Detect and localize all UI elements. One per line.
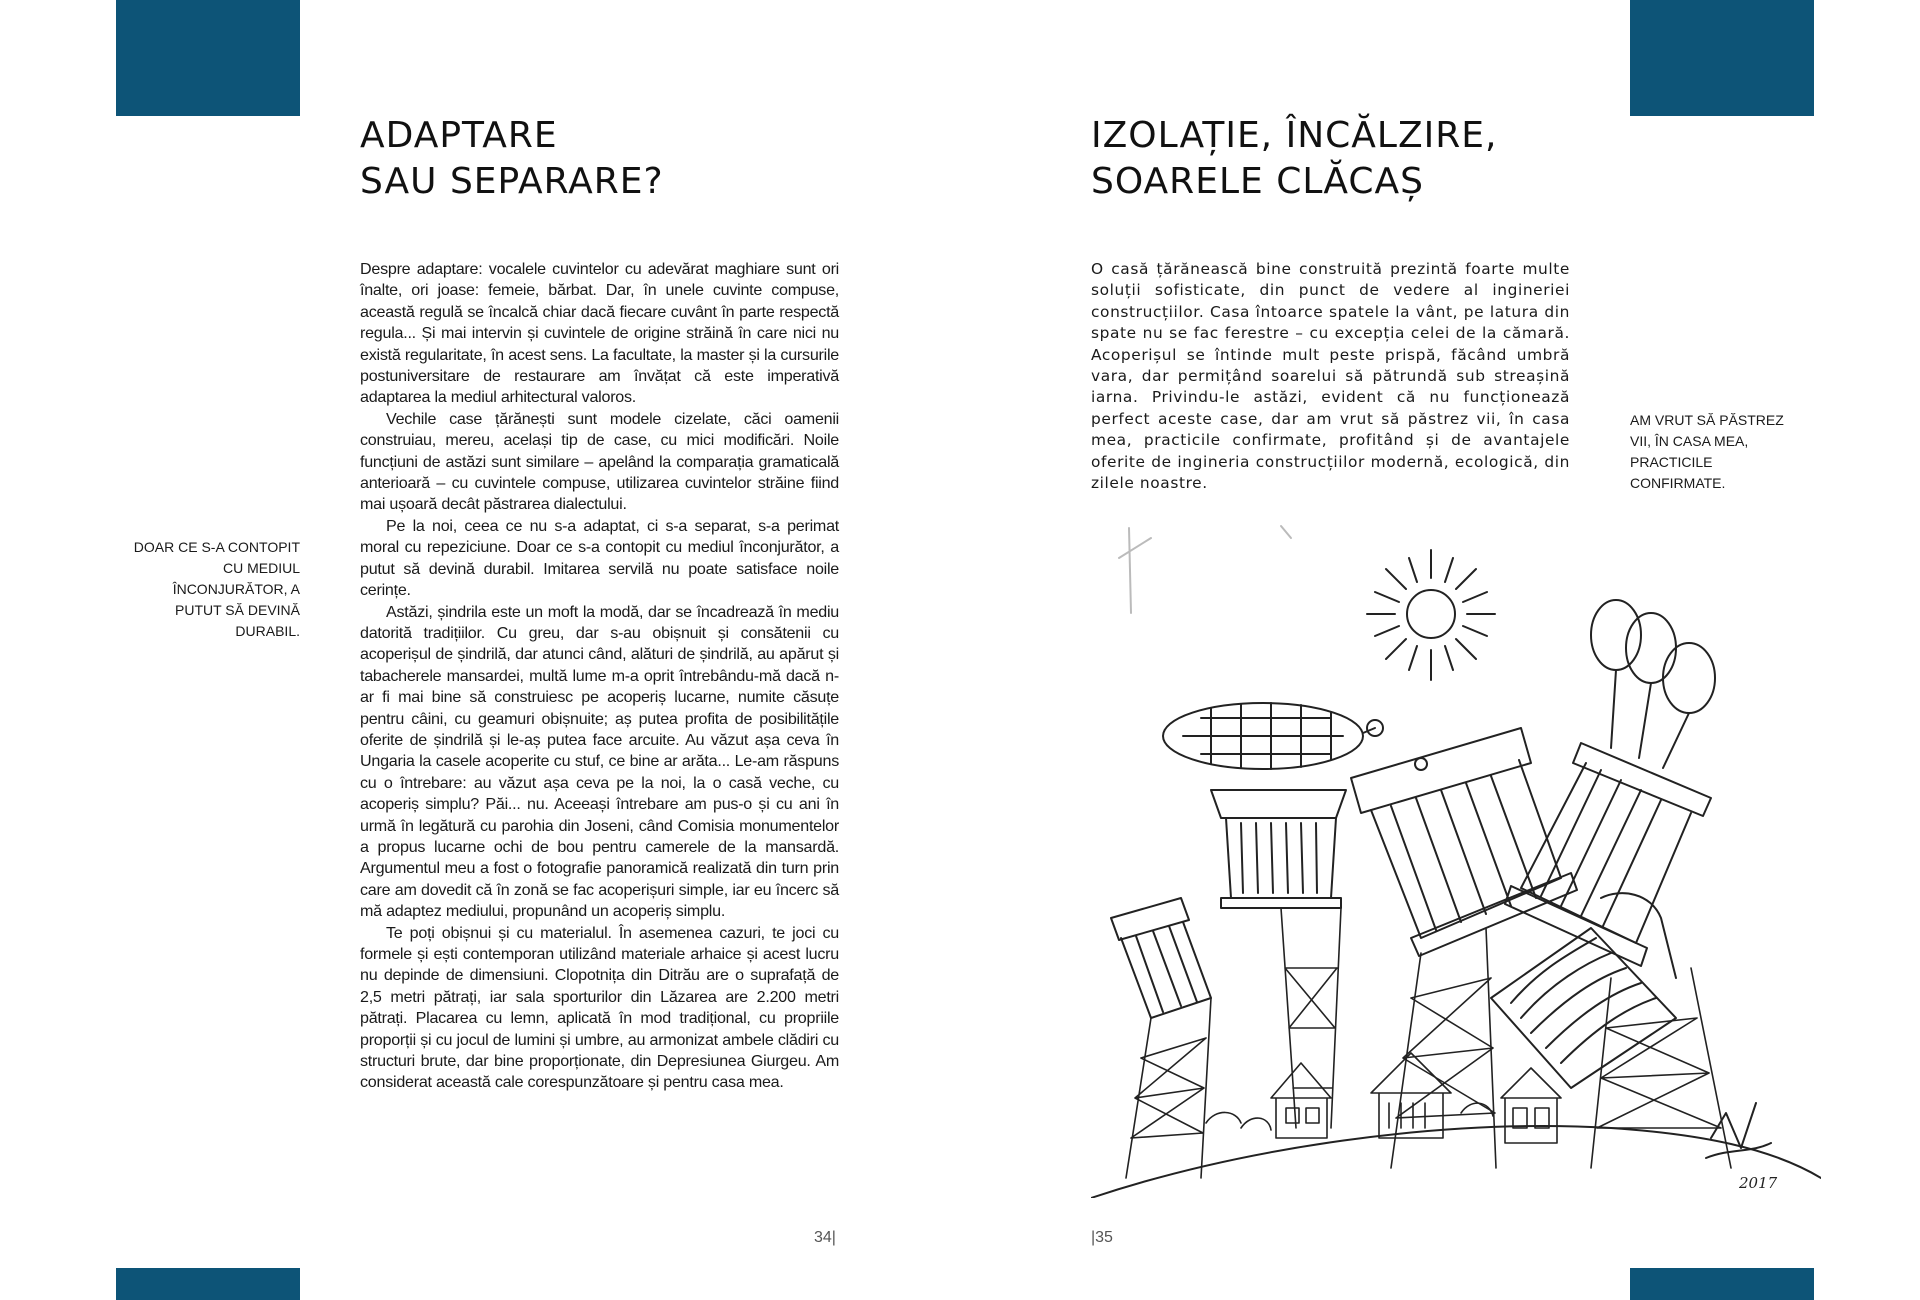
- right-page-title: [1091, 113, 1497, 205]
- zeppelin-sketch: [1163, 703, 1383, 769]
- left-title-line-1: ADAPTARE: [360, 115, 558, 156]
- top-right-color-band: [1630, 0, 1814, 116]
- left-pull-quote: DOAR CE S-A CONTOPIT CU MEDIUL ÎNCONJURĂTOR, A PUTUT SĂ DEVINĂ DURABIL.: [133, 539, 300, 639]
- left-paragraph-4: Astăzi, șindrila este un moft la modă, dar se încadrează în mediu datorită tradițiilor. Cu greu, dar s-au obișnuit și consătenii cu acoperișul de șindrilă, dar atunci când, alături de șindrilă, au apărut și tabacherele mansardei, multă lume m-a oprit întrebându-mă dacă n-ar fi mai bine să construiesc pe acoperiș lucarne, numite căsuțe pentru câini, cu geamuri obișnuite; aș putea profita de posibilitățile oferite de șindrilă și le-aș putea face arcuite. Au văzut așa ceva în Ungaria la casele acoperite cu stuf, ce bine ar arăta... Le-am răspuns cu o întrebare: au văzut așa ceva pe la noi, la o casă veche, cu acoperiș simplu? Păi... nu. Aceeași întrebare am pus-o și cu ani în urmă în legătură cu parohia din Joseni, când Comisia monumentelor a propus lucarne ochi de bou pentru camerele de la mansardă. Argumentul meu a fost o fotografie panoramică realizată din turn prin care am dovedit că în zonă se fac acoperișuri simple, iar eu încerc să mă adaptez mediului, propunând un acoperiș simplu.: [360, 602, 839, 921]
- left-paragraph-3: Pe la noi, ceea ce nu s-a adaptat, ci s-a separat, s-a perimat moral cu repeziciune. Doar ce s-a contopit cu mediul înconjurător, a putut să devină durabil. Imitarea servilă nu poate satisface noile cerințe.: [360, 516, 839, 600]
- left-body-text: [360, 259, 839, 1094]
- left-paragraph-5: Te poți obișnui și cu materialul. În asemenea cazuri, te joci cu formele și ești contemporan utilizând materiale arhaice și acest lucru nu depinde de dimensiuni. Clopotnița din Ditrău are o suprafață de 2,5 metri pătrați, iar sala sporturilor din Lăzarea are 2.200 metri pătrați. Placarea cu lemn, aplicată în mod tradițional, cu propriile proporții și cu jocul de lumini și umbre, au armonizat ambele clădiri cu structuri brute, dar bine proporționate, din Depresiunea Giurgeu. Am considerat această cale corespunzătoare și pentru casa mea.: [360, 923, 839, 1092]
- column-capital-3: [1505, 743, 1711, 966]
- right-pull-quote: AM VRUT SĂ PĂSTREZ VII, ÎN CASA MEA, PRACTICILE CONFIRMATE.: [1630, 412, 1784, 491]
- column-capital-1: [1211, 790, 1346, 908]
- balloons-sketch: [1591, 600, 1715, 768]
- left-paragraph-1: Despre adaptare: vocalele cuvintelor cu adevărat maghiare sunt ori înalte, ori joase: femeie, bărbat. Dar, în unele cuvinte compuse, această regulă se încalcă chiar dacă fiecare cuvânt în parte respectă regula... Și mai intervin și cuvintele de origine străină în care nici nu există regularitate, în acest sens. La facultate, la master și la cursurile postuniversitare de restaurare am învățat că este imperativă adaptarea la mediul arhitectural valoros.: [360, 260, 839, 407]
- village-houses-sketch: [1206, 1053, 1561, 1143]
- bottom-left-color-band: [116, 1268, 300, 1300]
- left-title-line-2: SAU SEPARARE?: [360, 161, 664, 202]
- right-body-text: [1091, 259, 1570, 494]
- bottom-right-color-band: [1630, 1268, 1814, 1300]
- right-paragraph-1: O casă țărănească bine construită prezintă foarte multe soluții sofisticate, din punct de vedere al ingineriei construcțiilor. Casa întoarce spatele la vânt, pe latura din spate nu se fac ferestre – cu excepția celei de la cămară. Acoperișul se întinde mult peste prispă, făcând umbră vara, dar permițând soarelui să pătrundă sub streașină iarna. Privindu-le astăzi, evident că nu funcționează perfect aceste case, dar am vrut să păstrez vii, în casa mea, practicile confirmate, profitând și de avantajele oferite de ingineria construcțiilor modernă, ecologică, din zilele noastre.: [1091, 260, 1570, 493]
- left-page-number: 34|: [814, 1229, 836, 1246]
- column-capital-5: [1491, 893, 1676, 1088]
- column-capital-4: [1111, 898, 1211, 1018]
- right-title-line-2: SOARELE CLĂCAȘ: [1091, 161, 1424, 202]
- drawing-year: 2017: [1739, 1174, 1778, 1192]
- sun-sketch: [1367, 550, 1495, 680]
- right-title-line-1: IZOLAȚIE, ÎNCĂLZIRE,: [1091, 115, 1498, 156]
- pen-sketch-illustration: [1091, 498, 1821, 1198]
- left-paragraph-2: Vechile case țărănești sunt modele cizelate, căci oamenii construiau, mereu, același tip de case, cu mici modificări. Noile funcțiuni de astăzi sunt similare – apelând la comparația gramaticală anterioară – cu cuvintele compuse, utilizarea cuvintelor străine fiind mai ușoară decât păstrarea dialectului.: [360, 409, 839, 514]
- artist-signature: [1706, 1103, 1771, 1158]
- left-page-title: [360, 113, 664, 205]
- top-left-color-band: [116, 0, 300, 116]
- right-page-number: |35: [1091, 1229, 1113, 1246]
